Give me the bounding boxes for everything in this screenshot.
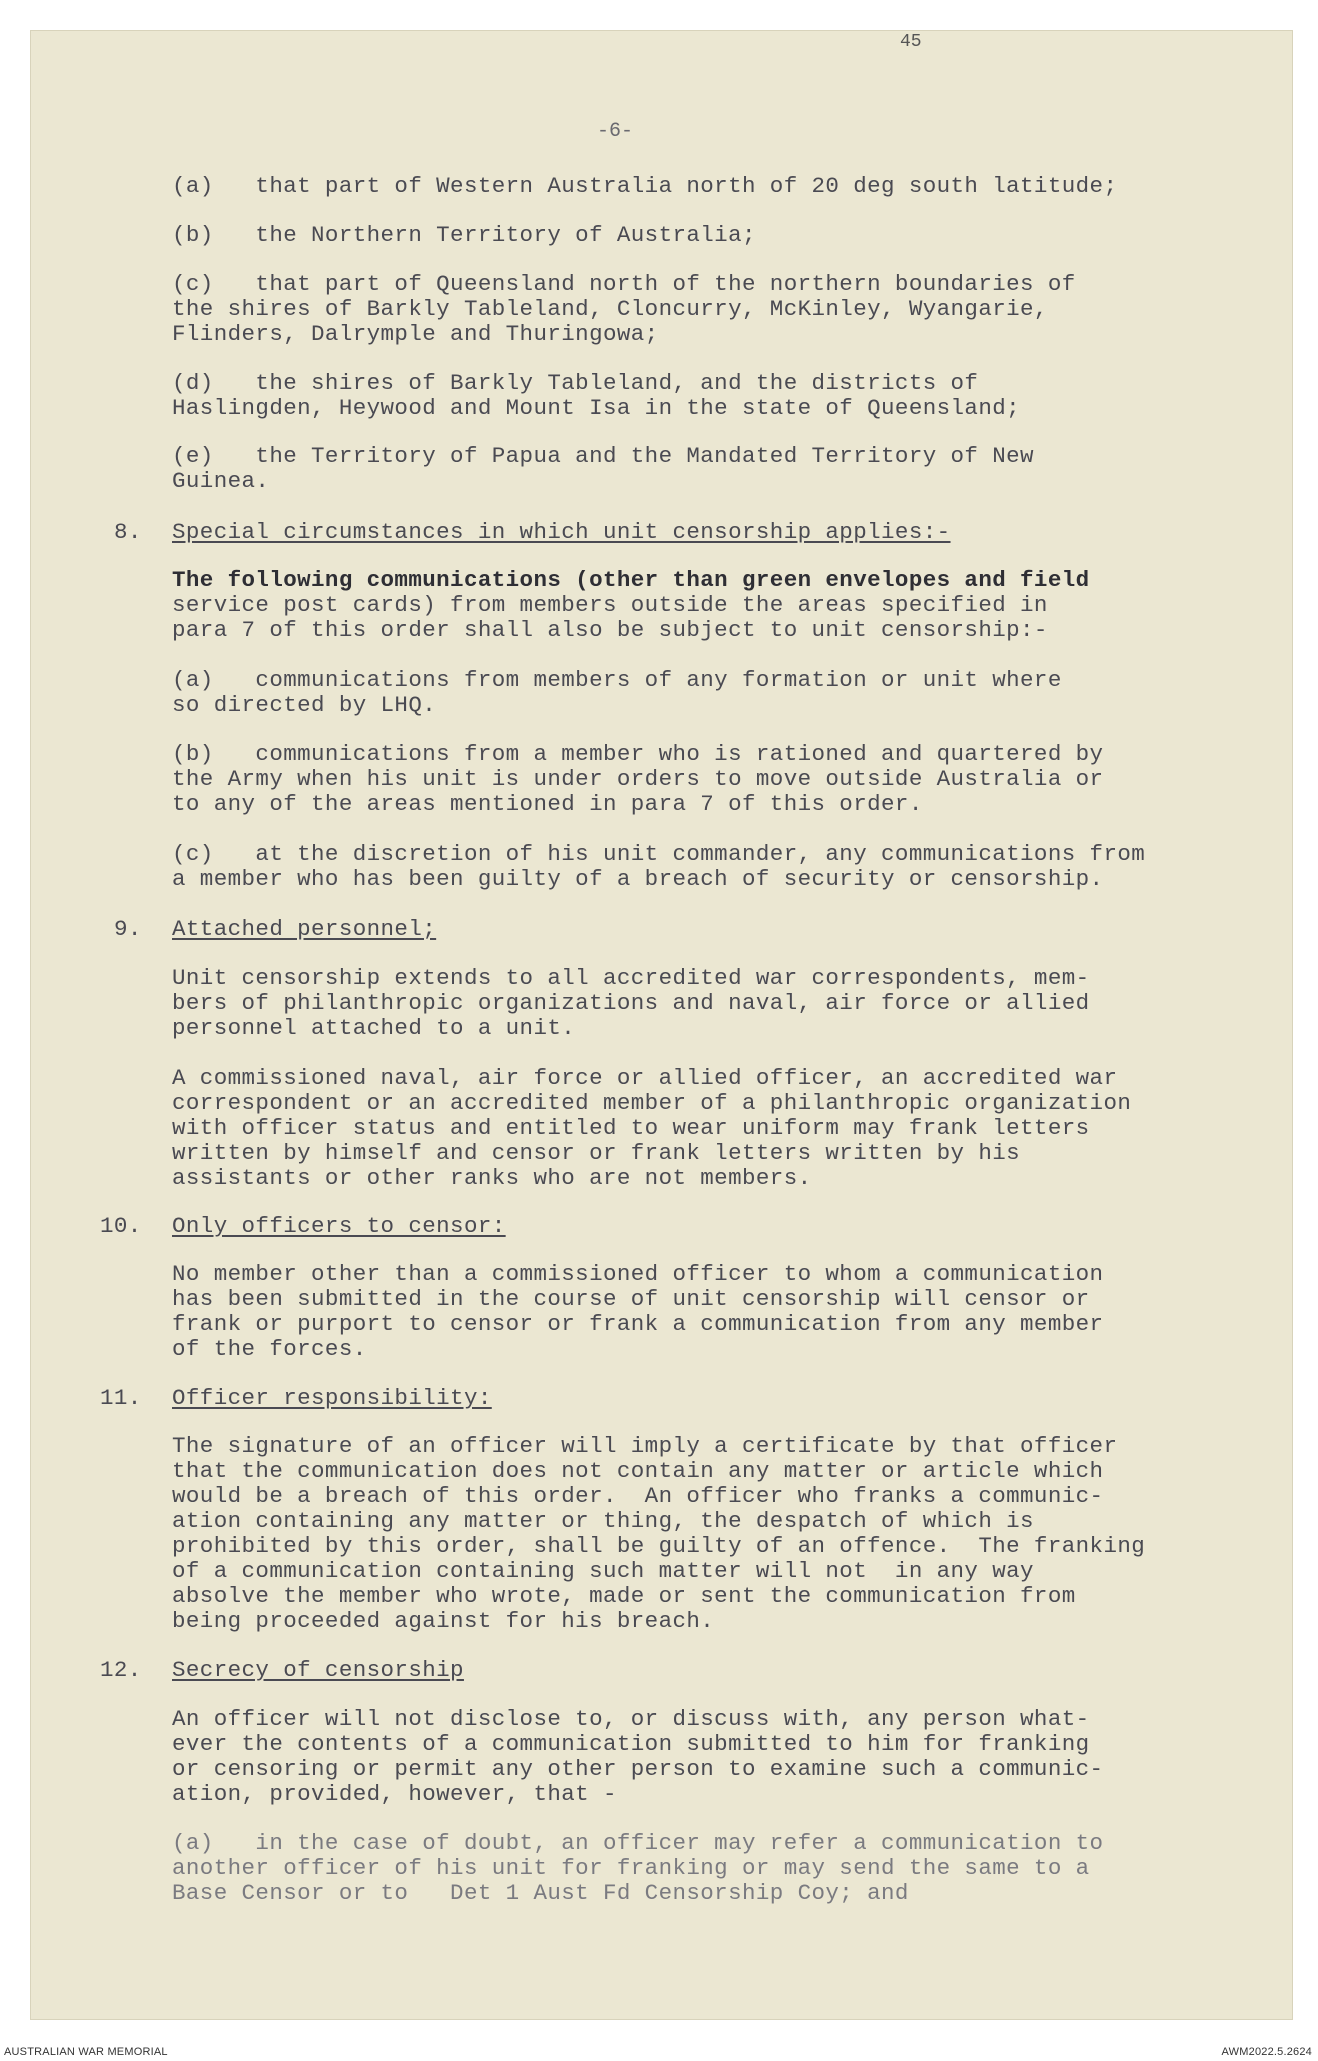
section-8-item-a-line-1: (a) communications from members of any formation or unit where <box>172 667 1062 693</box>
section-11-line-6: of a communication containing such matter will not in any way <box>172 1558 1034 1584</box>
section-8-item-b-line-1: (b) communications from a member who is rationed and quartered by <box>172 741 1104 767</box>
section-8-item-c-line-1: (c) at the discretion of his unit commander, any communications from <box>172 841 1146 867</box>
list-item-e-line-2: Guinea. <box>172 468 270 494</box>
list-item-d-line-2: Haslingden, Heywood and Mount Isa in the state of Queensland; <box>172 395 1021 421</box>
section-8-item-c-line-2: a member who has been guilty of a breach of security or censorship. <box>172 866 1104 892</box>
section-9-p1-line-3: personnel attached to a unit. <box>172 1015 576 1041</box>
corner-mark: 45 <box>900 32 922 52</box>
section-10-number: 10. <box>100 1213 142 1239</box>
section-11-line-2: that the communication does not contain any matter or article which <box>172 1458 1104 1484</box>
list-item-b-line-1: (b) the Northern Territory of Australia; <box>172 222 756 248</box>
footer-archive-name: AUSTRALIAN WAR MEMORIAL <box>4 2046 168 2058</box>
section-9-p1-line-2: bers of philanthropic organizations and naval, air force or allied <box>172 990 1090 1016</box>
section-12-item-a-line-3: Base Censor or to Det 1 Aust Fd Censorship Coy; and <box>172 1880 909 1906</box>
section-12-line-2: ever the contents of a communication submitted to him for franking <box>172 1731 1090 1757</box>
section-8-number: 8. <box>114 519 142 545</box>
section-9-number: 9. <box>114 916 142 942</box>
section-10-line-4: of the forces. <box>172 1336 367 1362</box>
section-8-item-b-line-2: the Army when his unit is under orders to move outside Australia or <box>172 766 1104 792</box>
section-10-line-3: frank or purport to censor or frank a communication from any member <box>172 1311 1104 1337</box>
list-item-e-line-1: (e) the Territory of Papua and the Mandated Territory of New <box>172 443 1034 469</box>
section-8-item-b-line-3: to any of the areas mentioned in para 7 of this order. <box>172 791 923 817</box>
list-item-c-line-3: Flinders, Dalrymple and Thuringowa; <box>172 321 659 347</box>
list-item-c-line-1: (c) that part of Queensland north of the northern boundaries of <box>172 271 1076 297</box>
section-8-intro-line-2: service post cards) from members outside the areas specified in <box>172 592 1048 618</box>
section-9-p1-line-1: Unit censorship extends to all accredited war correspondents, mem- <box>172 965 1090 991</box>
footer-accession-number: AWM2022.5.2624 <box>1221 2046 1312 2058</box>
section-11-line-4: ation containing any matter or thing, the despatch of which is <box>172 1508 1034 1534</box>
section-9-p2-line-3: with officer status and entitled to wear uniform may frank letters <box>172 1115 1090 1141</box>
section-12-line-4: ation, provided, however, that - <box>172 1781 617 1807</box>
page-number: -6- <box>597 120 634 143</box>
section-8-heading: Special circumstances in which unit censorship applies:- <box>172 519 951 545</box>
section-10-heading: Only officers to censor: <box>172 1213 506 1239</box>
section-11-heading: Officer responsibility: <box>172 1385 492 1411</box>
section-12-number: 12. <box>100 1657 142 1683</box>
document-page <box>30 30 1293 2020</box>
section-8-intro-line-1: The following communications (other than green envelopes and field <box>172 567 1090 593</box>
list-item-d-line-1: (d) the shires of Barkly Tableland, and the districts of <box>172 370 979 396</box>
section-9-p2-line-1: A commissioned naval, air force or allied officer, an accredited war <box>172 1065 1118 1091</box>
section-12-line-3: or censoring or permit any other person to examine such a communic- <box>172 1756 1104 1782</box>
section-11-line-8: being proceeded against for his breach. <box>172 1608 715 1634</box>
section-12-line-1: An officer will not disclose to, or discuss with, any person what- <box>172 1706 1090 1732</box>
section-10-line-2: has been submitted in the course of unit censorship will censor or <box>172 1286 1090 1312</box>
section-12-item-a-line-1: (a) in the case of doubt, an officer may refer a communication to <box>172 1830 1104 1856</box>
list-item-c-line-2: the shires of Barkly Tableland, Cloncurry, McKinley, Wyangarie, <box>172 296 1048 322</box>
section-9-p2-line-2: correspondent or an accredited member of a philanthropic organization <box>172 1090 1132 1116</box>
section-11-line-3: would be a breach of this order. An officer who franks a communic- <box>172 1483 1104 1509</box>
section-12-heading: Secrecy of censorship <box>172 1657 464 1683</box>
section-11-line-7: absolve the member who wrote, made or sent the communication from <box>172 1583 1076 1609</box>
list-item-a-line-1: (a) that part of Western Australia north of 20 deg south latitude; <box>172 173 1118 199</box>
section-9-p2-line-4: written by himself and censor or frank letters written by his <box>172 1140 1021 1166</box>
section-12-item-a-line-2: another officer of his unit for franking or may send the same to a <box>172 1855 1090 1881</box>
section-11-number: 11. <box>100 1385 142 1411</box>
section-8-intro-line-3: para 7 of this order shall also be subject to unit censorship:- <box>172 617 1048 643</box>
section-10-line-1: No member other than a commissioned officer to whom a communication <box>172 1261 1104 1287</box>
section-11-line-1: The signature of an officer will imply a certificate by that officer <box>172 1433 1118 1459</box>
section-11-line-5: prohibited by this order, shall be guilty of an offence. The franking <box>172 1533 1146 1559</box>
section-9-p2-line-5: assistants or other ranks who are not members. <box>172 1165 812 1191</box>
section-9-heading: Attached personnel; <box>172 916 437 942</box>
section-8-item-a-line-2: so directed by LHQ. <box>172 692 437 718</box>
